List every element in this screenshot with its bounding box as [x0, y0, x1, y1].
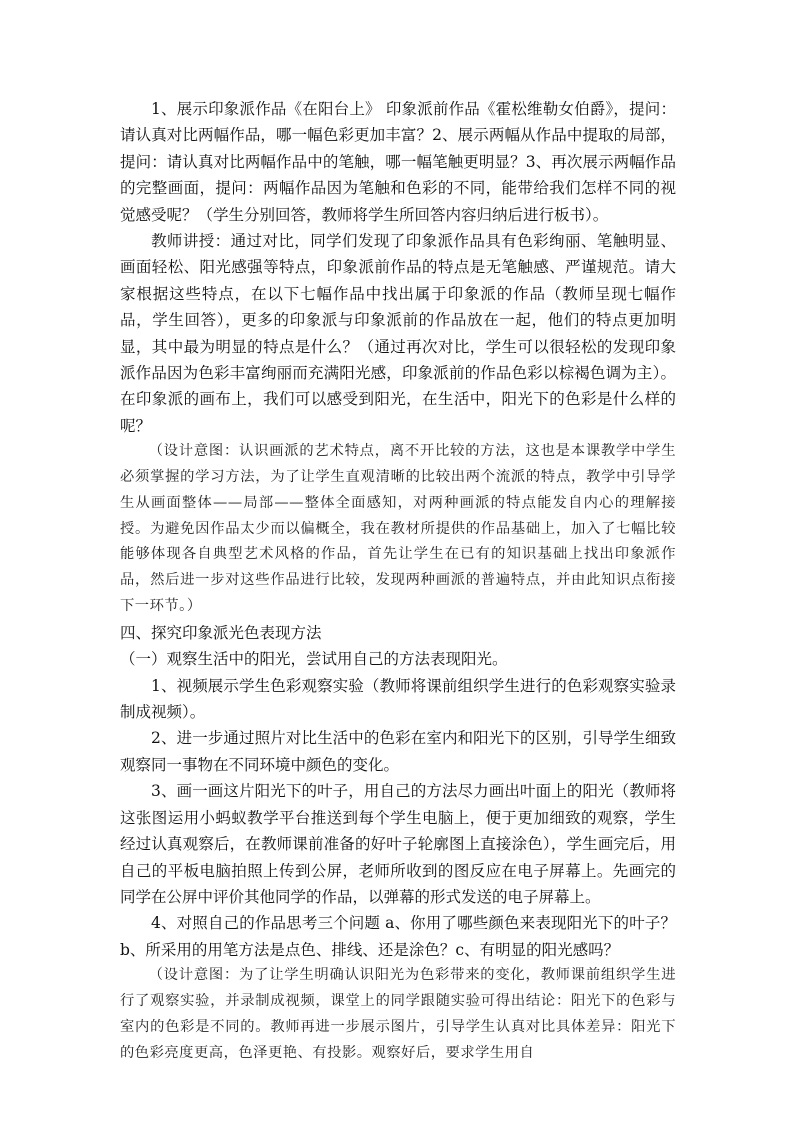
design-intent-note-2: （设计意图：为了让学生明确认识阳光为色彩带来的变化，教师课前组织学生进行了观察实验，并录制成视频，课堂上的同学跟随实验可得出结论：阳光下的色彩与室内的色彩是不同的。教师再进一步展示图片，引导学生认真对比具体差异：阳光下的色彩亮度更高，色泽更艳、有投影。观察好后，要求学生用自 — [120, 967, 676, 1061]
step-2-photo-compare: 2、进一步通过照片对比生活中的色彩在室内和阳光下的区别，引导学生细致观察同一事物在不同环境中颜色的变化。 — [120, 729, 676, 774]
paragraph-comparison-questions: 1、展示印象派作品《在阳台上》 印象派前作品《霍松维勒女伯爵》，提问：请认真对比两幅作品，哪一幅色彩更加丰富？2、展示两幅从作品中提取的局部，提问：请认真对比两幅作品中的笔触，哪一幅笔触更明显？3、再次展示两幅作品的完整画面，提问：两幅作品因为笔触和色彩的不同，能带给我们怎样不同的视觉感受呢？（学生分别回答，教师将学生所回答内容归纳后进行板书）。 — [120, 100, 676, 224]
design-intent-note-1: （设计意图：认识画派的艺术特点，离不开比较的方法，这也是本课教学中学生必须掌握的学习方法，为了让学生直观清晰的比较出两个流派的特点，教学中引导学生从画面整体——局部——整体全面感知，对两种画派的特点能发自内心的理解接授。为避免因作品太少而以偏概全，我在教材所提供的作品基础上，加入了七幅比较能够体现各自典型艺术风格的作品，首先让学生在已有的知识基础上找出印象派作品，然后进一步对这些作品进行比较，发现两种画派的普遍特点，并由此知识点衔接下一环节。） — [120, 443, 676, 615]
step-4-reflect: 4、对照自己的作品思考三个问题 a、你用了哪些颜色来表现阳光下的叶子？b、所采用的用笔方法是点色、排线、还是涂色？c、有明显的阳光感吗？ — [120, 914, 676, 959]
step-3-draw-leaf: 3、画一画这片阳光下的叶子，用自己的方法尽力画出叶面上的阳光（教师将这张图运用小蚂蚁教学平台推送到每个学生电脑上，便于更加细致的观察，学生经过认真观察后，在教师课前准备的好叶子轮廓图上直接涂色），学生画完后，用自己的平板电脑拍照上传到公屏，老师所收到的图反应在电子屏幕上。先画完的同学在公屏中评价其他同学的作品，以弹幕的形式发送的电子屏幕上。 — [120, 782, 676, 906]
subsection-heading-1: （一）观察生活中的阳光，尝试用自己的方法表现阳光。 — [120, 650, 508, 669]
section-heading-4: 四、探究印象派光色表现方法 — [120, 623, 322, 642]
step-1-video: 1、视频展示学生色彩观察实验（教师将课前组织学生进行的色彩观察实验录制成视频）。 — [120, 676, 676, 722]
paragraph-teacher-explanation: 教师讲授：通过对比，同学们发现了印象派作品具有色彩绚丽、笔触明显、画面轻松、阳光感强等特点，印象派前作品的特点是无笔触感、严谨规范。请大家根据这些特点，在以下七幅作品中找出属于印象派的作品（教师呈现七幅作品，学生回答），更多的印象派与印象派前的作品放在一起，他们的特点更加明显，其中最为明显的特点是什么？（通过再次对比，学生可以很轻松的发现印象派作品因为色彩丰富绚丽而充满阳光感，印象派前的作品色彩以棕褐色调为主）。在印象派的画布上，我们可以感受到阳光，在生活中，阳光下的色彩是什么样的呢？ — [120, 232, 676, 435]
